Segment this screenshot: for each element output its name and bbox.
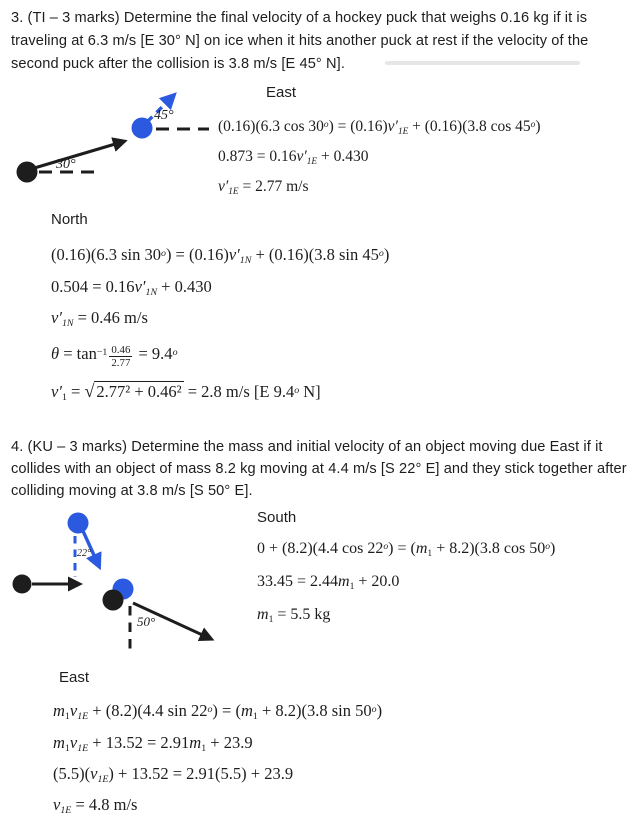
equation-line (51, 375, 389, 408)
equation-line (53, 694, 382, 727)
eq-segment: v′ (134, 277, 146, 296)
eq-segment: ) (376, 701, 383, 720)
eq-segment: = 5.5 kg (273, 606, 331, 623)
problem3-east-equations (218, 112, 541, 202)
eq-segment: ) (550, 540, 556, 557)
eq-segment: ) + 13.52 = 2.91(5.5) + 23.9 (108, 764, 294, 783)
eq-segment: 1 (349, 580, 355, 592)
eq-segment: o (172, 346, 178, 358)
eq-segment: ) = ( (212, 701, 241, 720)
eq-segment: + 23.9 (206, 733, 253, 752)
problem3-collision-diagram (10, 82, 210, 208)
scan-artifact (385, 61, 580, 65)
eq-segment: 0.873 = 0.16 (218, 148, 297, 165)
eq-segment: ) = (0.16) (165, 245, 229, 264)
eq-segment: (0.16)(6.3 cos 30 (218, 118, 324, 135)
eq-segment: v (90, 764, 98, 783)
eq-segment: −1 (96, 346, 108, 358)
eq-segment: m (338, 573, 350, 590)
section-label-east-p4: East (59, 669, 90, 686)
eq-segment: (5.5)( (53, 764, 91, 783)
eq-segment: o (161, 247, 166, 259)
eq-segment: 0 + (8.2)(4.4 cos 22 (257, 540, 384, 557)
eq-segment: v (69, 701, 78, 720)
angle-label-30: 30° (56, 157, 76, 172)
eq-segment: ) = ( (388, 540, 416, 557)
eq-segment: $\frac{0.46}{2.77}$ (111, 343, 131, 370)
statement-line: colliding moving at 3.8 m/s [S 50° E]. (11, 483, 253, 499)
eq-segment: 1N (239, 254, 252, 266)
angle-label-45: 45° (154, 108, 174, 123)
eq-segment: + (0.16)(3.8 sin 45 (251, 245, 379, 264)
angle-label-50: 50° (137, 614, 156, 629)
eq-segment: v′ (296, 148, 307, 165)
eq-segment: v′ (387, 118, 398, 135)
equation-line (218, 172, 541, 202)
eq-segment: + (8.2)(4.4 sin 22 (88, 701, 208, 720)
eq-segment: v′ (228, 245, 240, 264)
eq-segment: 1E (306, 156, 318, 167)
eq-segment: ) (535, 118, 541, 135)
eq-segment: m (53, 701, 65, 720)
equation-line (257, 565, 555, 598)
eq-segment: 1E (60, 804, 72, 816)
eq-segment: + 8.2)(3.8 cos 50 (432, 540, 546, 557)
eq-segment: o (383, 540, 389, 552)
eq-segment: o (207, 703, 213, 715)
eq-segment: m (53, 733, 65, 752)
statement-line: collides with an object of mass 8.2 kg moving at 4.4 m/s [S 22° E] and they stick together after (11, 461, 627, 477)
eq-segment: 1N (61, 317, 74, 329)
eq-segment: o (323, 119, 329, 130)
eq-segment: o (294, 384, 300, 396)
eq-segment: + 0.430 (157, 277, 212, 296)
eq-segment: v′ (218, 178, 229, 195)
eq-segment: 1E (77, 710, 89, 722)
eq-segment: ) (383, 245, 390, 264)
eq-segment: = 0.46 m/s (73, 308, 148, 327)
equation-line (51, 302, 389, 333)
eq-segment: 1E (77, 742, 89, 754)
puck1-dot (17, 162, 38, 183)
eq-segment: m (415, 540, 428, 557)
equation-line (257, 598, 555, 631)
problem4-east-equations (53, 694, 382, 821)
eq-segment: 1E (97, 773, 109, 785)
eq-segment: v (53, 795, 61, 814)
eq-segment: 1 (64, 742, 70, 754)
eq-segment: m (257, 606, 269, 623)
equation-line (257, 532, 555, 565)
eq-segment: 1 (64, 710, 70, 722)
eq-segment: o (378, 247, 384, 259)
equation-line (51, 333, 389, 375)
eq-segment: (0.16)(6.3 sin 30 (51, 245, 161, 264)
eq-segment: v′ (51, 308, 62, 327)
section-label-north: North (51, 211, 88, 228)
eq-segment: 1 (427, 547, 433, 559)
eq-segment: = 2.8 m/s [E 9.4 (183, 382, 295, 401)
object2-dot (68, 513, 89, 534)
eq-segment: ) = (0.16) (328, 118, 388, 135)
eq-segment: 33.45 = 2.44 (257, 573, 339, 590)
eq-segment: v′ (51, 382, 62, 401)
statement-line: second puck after the collision is 3.8 m/s [E 45° N]. (11, 56, 345, 72)
problem4-statement (11, 436, 627, 502)
eq-segment: = tan (59, 344, 97, 363)
eq-segment: = 2.77 m/s (238, 178, 309, 195)
puck2-dot (132, 118, 153, 139)
eq-segment: = 9.4 (134, 344, 173, 363)
eq-segment: + 0.430 (317, 148, 369, 165)
equation-line (51, 271, 389, 302)
eq-segment: θ (51, 344, 60, 363)
eq-segment: m (240, 701, 253, 720)
problem3-north-equations (51, 239, 389, 408)
statement-line: traveling at 6.3 m/s [E 30° N] on ice when it hits another puck at rest if the velocity of the (11, 33, 589, 49)
equation-line (53, 789, 382, 821)
eq-segment: 0.504 = 0.16 (51, 277, 135, 296)
combined-object1-dot (103, 590, 124, 611)
problem4-collision-diagram (10, 505, 230, 660)
equation-line (53, 758, 382, 789)
equation-line (53, 727, 382, 758)
equation-line (218, 112, 541, 142)
statement-line: 3. (TI – 3 marks) Determine the final velocity of a hockey puck that weighs 0.16 kg if it is (11, 10, 588, 26)
equation-line (218, 142, 541, 172)
eq-segment: + (0.16)(3.8 cos 45 (408, 118, 531, 135)
eq-segment: o (530, 119, 536, 130)
eq-segment: 1 (268, 613, 274, 625)
section-label-east-p3: East (266, 84, 297, 101)
eq-segment: = 4.8 m/s (71, 795, 138, 814)
problem3-statement (11, 7, 588, 76)
eq-segment: + 20.0 (354, 573, 400, 590)
eq-segment: 1E (228, 186, 239, 197)
eq-segment: o (545, 540, 550, 552)
equation-line (51, 239, 389, 271)
eq-segment: 1 (201, 742, 207, 754)
eq-segment: + 13.52 = 2.91 (88, 733, 190, 752)
statement-line: 4. (KU – 3 marks) Determine the mass and initial velocity of an object moving due East if it (11, 439, 603, 455)
eq-segment: v (69, 733, 78, 752)
eq-segment: + 8.2)(3.8 sin 50 (257, 701, 372, 720)
eq-segment: 1N (145, 286, 158, 298)
object1-dot (13, 575, 32, 594)
angle-label-22: 22° (77, 548, 91, 559)
eq-segment: m (189, 733, 202, 752)
eq-segment: 1E (397, 126, 409, 137)
puck1-initial-velocity-arrow (31, 142, 122, 169)
problem4-south-equations (257, 532, 555, 631)
eq-segment: √ 2.77² + 0.46² (84, 381, 182, 401)
eq-segment: 1 (252, 710, 258, 722)
eq-segment: 1 (61, 391, 67, 403)
eq-segment: o (371, 703, 377, 715)
eq-segment: = (66, 382, 85, 401)
section-label-south: South (257, 509, 297, 526)
eq-segment: N] (299, 382, 321, 401)
